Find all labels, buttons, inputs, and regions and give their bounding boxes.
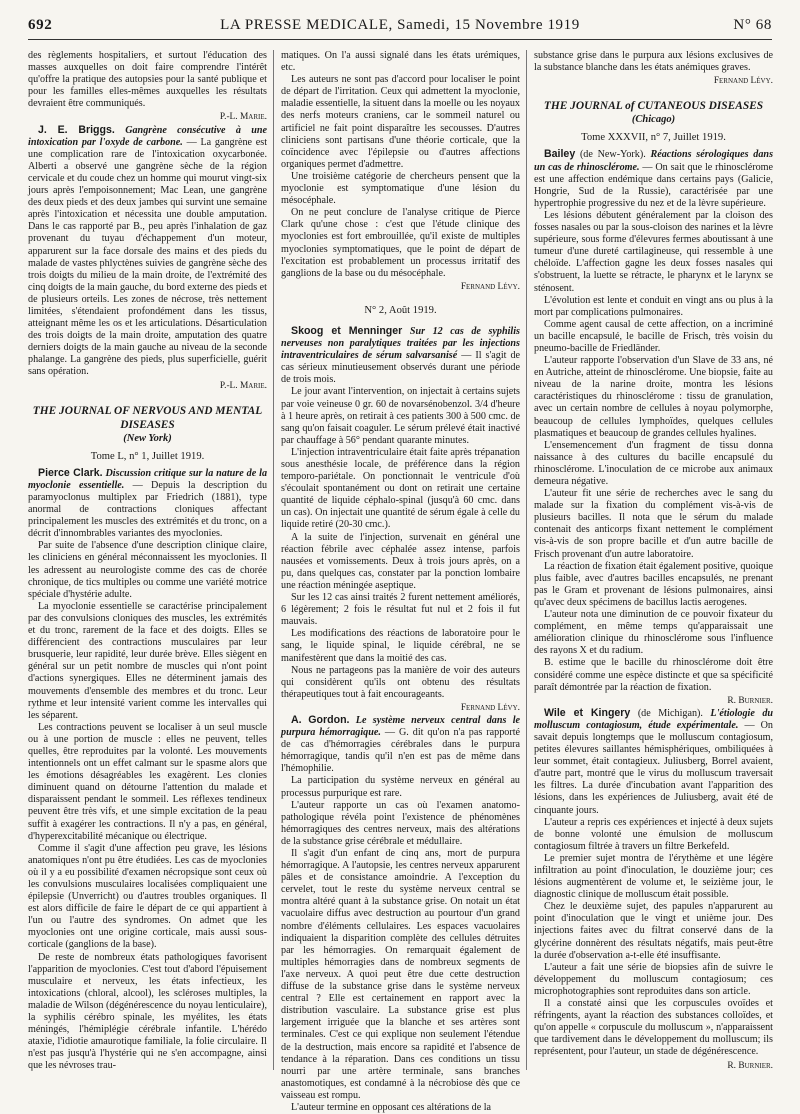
article-title: Sur 12 cas de syphilis nerveuses non paralytiques traitées par les injections intraventriculaires de sérum salvarsanisé [281, 325, 520, 362]
article-title: L'étiologie du molluscum contagiosum, étude expérimentale. [534, 707, 774, 731]
paragraph: L'évolution est lente et conduit en vingt ans ou plus à la mort par complications pulmonaires. [534, 294, 773, 318]
paragraph: La participation du système nerveux en général au processus purpurique est rare. [281, 775, 520, 799]
paragraph: — On sait que le rhinosclérome est une affection endémique dans certains pays (Galicie, Hongrie, Sud de la Russie), caractérisée par une hypertrophie progressive du nez et de la lèvre supérieure. [534, 161, 774, 209]
paragraph: L'auteur rapporte un cas où l'examen anatomo-pathologique révéla point l'existence de phénomènes hémorragiques des centres nerveux, mais des altérations de la substance grise cérébrale et médullaire. [281, 799, 520, 847]
abstract-skoog [281, 325, 520, 386]
paragraph: L'auteur termine en opposant ces altérations de la [291, 1101, 492, 1113]
paragraph: On ne peut conclure de l'analyse critique de Pierce Clark qu'une chose : c'est que l'étude clinique des myoclonies est fort embrouillée, qu'il existe de multiples myoclonies symptomatiques, que le point de départ de l'excitation est probablement un processus irritatif des ganglions de la base ou du mésocéphale. [281, 207, 520, 279]
paragraph: L'auteur rapporte l'observation d'un Slave de 33 ans, né en Autriche, atteint de rhinosclérome. Une biopsie, faite au niveau de la narine droite, montra les lésions caractéristiques du rhinosclérome : tissu de granulation, avec un certain nombre de cellules à noyau polymorphe, beaucoup de cellules lymphoïdes, quelques cellules plasmatiques et beaucoup de grandes cellules hyalines. [534, 355, 773, 439]
column-divider [273, 50, 274, 1070]
paragraph: Le jour avant l'intervention, on injectait à certains sujets par voie veineuse 0 gr. 60 de novarsénobenzol. 3/4 d'heure à 1 heure après, on retirait à ces patients 300 à 500 cmc. de sang qu'on faisait coaguler. Le sérum prélevé était inactivé par chauffage à 56° pendant quarante minutes. [281, 386, 520, 446]
author-location: (de Michigan). [637, 707, 703, 719]
paragraph: L'injection intraventriculaire était faite après trépanation sous anesthésie locale, de préférence dans la région temporo-pariétale. On ponctionnait le ventricule d'où s'écoulait spontanément ou dont on retirait une certaine quantité de liquide céphalo-spinal (jusqu'à 60 cmc. dans un cas). On injectait une quantité de sérum égale à celle du liquide retiré (20-30 cmc.). [281, 446, 520, 531]
column-2 [281, 50, 520, 1114]
author: Pierce Clark. [38, 466, 103, 479]
paragraph: — On savait depuis longtemps que le molluscum contagiosum, petites élevures saillantes hémisphériques, ombiliquées à leur sommet, était contagieux. Juliusberg, Borrel avaient, d'autre part, montré que le virus du molluscum traversait les filtres. La durée d'incubation avant l'apparition des lésions, dans les expériences de Juliusberg, avait été de cinquante jours. [534, 719, 773, 816]
journal-section-city: (New York) [123, 432, 172, 444]
journal-title: LA PRESSE MEDICALE, Samedi, 15 Novembre 1919 [220, 17, 580, 33]
paragraph: L'ensemencement d'un fragment de tissu donna naissance à des cultures du bacille encapsulé du rhinosclérome. L'inoculation de ce microbe aux animaux demeura négative. [534, 439, 773, 487]
abstract-bailey [534, 148, 773, 209]
abstract-briggs [28, 124, 267, 379]
volume-line: Tome L, n° 1, Juillet 1919. [90, 450, 205, 462]
paragraph: substance grise dans le purpura aux lésions exclusives de la substance blanche dans les états anémiques graves. [534, 50, 773, 74]
signature: R. Burnier. [727, 1060, 773, 1071]
abstract-wile-kingery [534, 707, 773, 817]
author: Skoog et Menninger [291, 324, 403, 337]
paragraph: Il s'agit d'un enfant de cinq ans, mort de purpura hémorragique. A l'autopsie, les centres nerveux apparurent pâles et de consistance amoindrie. A l'exception du cervelet, tout le reste du système nerveux central se montra altéré quant à la substance grise. On notait un état vacuolaire diffus avec destruction au pourtour d'un grand nombre d'éléments cellulaires. Les espaces vacuolaires indiquaient la disparition complète des cellules détruites par les hémorragies. On remarquait également de multiples hémorragies dans de nombreux segments de l'axe nerveux. A quoi peut être due cette destruction diffuse de la substance grise dans le système nerveux central ? Elle est certainement en rapport avec la distribution vasculaire. La substance grise est plus largement irriguée que la blanche et ses artères sont terminales. C'est ce qui explique non seulement l'étendue de la destruction, mais encore sa rapidité et l'absence de tendance à la réparation. Dans ces conditions un tissu nourri par une artère terminale, sans branches anastomotiques, est condamné à la nécrobiose dès que ce vaisseau est rompu. [281, 848, 520, 1101]
signature: P.-L. Marie. [219, 380, 267, 391]
paragraph: — La gangrène est une complication rare de l'intoxication oxycarbonée. Alberti a observé une gangrène sèche de la région cervicale et du coude chez un homme qui mourut vingt-six jours après l'empoisonnement; Mac Lean, une gangrène des deux pieds et des deux jambes qui survint une semaine après l'intoxication et nécessita une double amputation. Dans le cas rapporté par B., peu après l'inhalation de gaz provenant du tuyau d'échappement d'un moteur, apparurent sur la face dorsale des mains et des pieds du malade de vastes phlyctènes suivies de gangrène sèche des trois doigts du milieu de la main droite, de l'extrémité des cinq doigts de la main gauche, du bord externe des pieds et de plusieurs orteils. Les zones de nécrose, très nettement limitées, s'étendaient profondément dans les tissus, atteignant même les os et les articulations. Désarticulation des trois doigts de la main droite, amputation des quatre derniers doigts de la main gauche au niveau de la seconde phalange. La gangrène des pieds, plus superficielle, guérit sans opération. [28, 136, 268, 378]
issue-date: N° 2, Août 1919. [364, 304, 437, 316]
paragraph: Chez le deuxième sujet, des papules n'apparurent au point d'inoculation que le vingt et unième jour. Des injections faites avec du filtrat conservé dans de la glycérine donnèrent des résultats négatifs, mais peut-être la durée d'observation a-t-elle été insuffisante. [534, 901, 773, 961]
signature: Fernand Lévy. [460, 702, 520, 713]
paragraph: B. estime que le bacille du rhinosclérome doit être considéré comme une espèce distincte et que sa spécificité paraît démontrée par la réaction de fixation. [534, 657, 773, 693]
paragraph: Par suite de l'absence d'une description clinique claire, les cliniciens en général méconnaissent les myoclonies. Il les adressent au neurologiste comme des cas de chorée chronique, de tics multiples ou comme une variété motrice spéciale d'hystérie adulte. [28, 540, 267, 600]
article-title: Le système nerveux central dans le purpura hémorragique. [281, 714, 520, 739]
paragraph: Les modifications des réactions de laboratoire pour le sang, le liquide spinal, le liquide cérébral, ne se manifestèrent que dans la moitié des cas. [281, 628, 520, 664]
paragraph: Il a constaté ainsi que les corpuscules ovoïdes et réfringents, ayant la réaction des substances colloïdes, et qu'on appelle « corpuscule du molluscum », n'apparaissent que tardivement dans le développement du molluscum; ils représentent, pour l'auteur, un stade de dégénérescence. [534, 998, 773, 1058]
signature: Fernand Lévy. [713, 76, 773, 87]
author: Wile et Kingery [544, 706, 631, 719]
article-title: Discussion critique sur la nature de la myoclonie essentielle. [28, 467, 268, 491]
column-1 [28, 50, 267, 1073]
article-title: Réactions sérologiques dans un cas de rhinosclérome. [534, 149, 774, 173]
paragraph: — G. dit qu'on n'a pas rapporté de cas d'hémorragies cérébrales dans le purpura hémorragique, tandis qu'il n'en est pas de même dans l'hémophilie. [281, 727, 521, 775]
paragraph: Sur les 12 cas ainsi traités 2 furent nettement améliorés, 6 légèrement; 2 fois le résultat fut nul et 2 fois il fut mauvais. [281, 592, 520, 628]
paragraph: La réaction de fixation était également positive, quoique plus faible, avec d'autres bacilles encapsulés, ne prenant pas le Gram et provenant de lésions pulmonaires, ainsi qu'avec deux spécimens de bacillus lactis aerogenes. [534, 560, 773, 608]
paragraph: Une troisième catégorie de chercheurs pensent que la myoclonie est symptomatique d'une lésion du mésocéphale. [281, 170, 520, 207]
volume-line: Tome XXXVII, n° 7, Juillet 1919. [581, 132, 726, 144]
paragraph: — Il s'agit de cas sérieux minutieusement observés durant une période de trois mois. [281, 350, 521, 386]
article-title: Gangrène consécutive à une intoxication par l'oxyde de carbone. [28, 124, 268, 148]
paragraph: des règlements hospitaliers, et surtout l'éducation des masses auxquelles on doit faire comprendre l'intérêt qu'offre la pratique des autopsies pour la santé publique et pour les familles elles-mêmes auxquelles les résultats devraient être communiqués. [28, 50, 267, 110]
paragraph: Les contractions peuvent se localiser à un seul muscle ou à une portion de muscle : elles ne peuvent, telles quelles, être reproduites par la volonté. Les mouvements intentionnels ont un effet calmant sur le spasme alors que les émotions désagréables les exagèrent. Les clonies diminuent quand on détourne l'attention du malade et disparaissent pendant le sommeil. Les réflexes tendineux peuvent être très vifs, et une simple excitation de la peau suffit à exagérer les contractions. Il n'y a pas, en général, d'hyperexcitabilité mécanique ou électrique. [28, 721, 267, 842]
paragraph: L'auteur nota une diminution de ce pouvoir fixateur du complément, en même temps qu'apparaissait une amélioration clinique du rhinosclérome sous l'influence des rayons X et du radium. [534, 609, 773, 657]
paragraph: Comme agent causal de cette affection, on a incriminé un bacille encapsulé, le bacille de Frisch, très voisin du pneumo-bacille de Friedländer. [534, 318, 773, 354]
author: Bailey [544, 148, 576, 161]
author: A. Gordon. [291, 713, 350, 726]
journal-section-title: THE JOURNAL OF NERVOUS AND MENTAL DISEASES [32, 404, 263, 431]
abstract-clark [28, 467, 267, 541]
paragraph: Comme il s'agit d'une affection peu grave, les lésions anatomiques n'ont pu être étudiées. Les cas de myoclonies où il y a eu possibilité d'examen nécropsique sont ceux où les convulsions musculaires localisées compliquaient une épilepsie (Unverricht) ou d'autres troubles organiques. Il est alors difficile de faire le départ de ce qui appartient à l'un ou l'autre des syndromes. On admet que les myoclonies ont une origine corticale, mais aussi sous-corticale (ganglions de la base). [28, 842, 267, 951]
paragraph: L'auteur a repris ces expériences et injecté à deux sujets de bonne volonté une émulsion de molluscum contagiosum filtrée à travers un filtre Berkefeld. [534, 816, 773, 852]
paragraph: L'auteur a fait une série de biopsies afin de suivre le développement du molluscum contagiosum; ces microphotographies sont reproduites dans son article. [534, 961, 773, 997]
signature: R. Burnier. [727, 695, 773, 706]
column-divider [526, 50, 527, 1070]
paragraph: L'auteur fit une série de recherches avec le sang du malade sur la fixation du complément vis-à-vis de plusieurs bacilles. Il nota que le sérum du malade contenait des anticorps fixant nettement le complément vis-à-vis de son propre bacille et d'un autre bacille de Frisch provenant d'un autre laboratoire. [534, 488, 773, 560]
paragraph: A la suite de l'injection, survenait en général une réaction fébrile avec céphalée assez intense, parfois nausées et vomissements. Deux à trois jours après, on a pu, dans quelques cas, constater par la ponction lombaire une réaction méningée aseptique. [281, 531, 520, 591]
paragraph: Les lésions débutent généralement par la cloison des fosses nasales ou par la sous-cloison des narines et la lèvre supérieure, sous forme d'élevures fermes aboutissant à une tumeur d'une dureté cartilagineuse, qui ressemble à une chéloïde. L'affection gagne les deux fosses nasales qui s'obstruent, la luette se rétracte, le pharynx et le larynx se sténosent. [534, 209, 773, 294]
page-header [28, 17, 772, 40]
journal-section-title: THE JOURNAL of CUTANEOUS DISEASES [543, 100, 764, 113]
column-3 [534, 50, 773, 1072]
author: J. E. Briggs. [38, 123, 115, 136]
signature: Fernand Lévy. [460, 281, 520, 292]
page-number: 692 [28, 17, 53, 33]
issue-number: N° 68 [733, 17, 772, 33]
paragraph: Nous ne partageons pas la manière de voir des auteurs qui considèrent qu'ils ont obtenu des résultats thérapeutiques tout à fait encourageants. [281, 664, 520, 700]
paragraph: De reste de nombreux états pathologiques favorisent l'apparition de myoclonies. C'est tout d'abord l'épuisement musculaire et nerveux, les états infectieux, les intoxications (chloral, alcool), les scléroses multiples, la maladie de Wilson (dégénérescence du noyau lenticulaire), la syphilis cérébro spinale, les myélites, les états méningés, l'hémiplégie cérébrale infantile. L'hérédo ataxie, l'idiotie amaurotique familiale, la folie circulaire. Il n'est pas jusqu'à l'hystérie qui ne s'en accompagne, ainsi que les névroses trau- [28, 951, 267, 1072]
paragraph: — Depuis la description du paramyoclonus multiplex par Friedrich (1881), type anormal de contractions cloniques affectant principalement les muscles des extrémités et du tronc, on a décrit d'innombrables variantes des myoclonies. [28, 479, 268, 540]
paragraph: matiques. On l'a aussi signalé dans les états urémiques, etc. [281, 50, 520, 74]
author-location: (de New-York). [579, 149, 646, 161]
paragraph: Le premier sujet montra de l'érythème et une légère infiltration au point d'inoculation, le douzième jour; ces lésions augmentèrent de volume et, le seizième jour, le diagnostic clinique de molluscum était possible. [534, 852, 773, 901]
paragraph: Les auteurs ne sont pas d'accord pour localiser le point de départ de l'irritation. Ceux qui admettent la myoclonie, maladie essentielle, la situent dans la moelle ou les noyaux des nerfs moteurs craniens, car le sommeil naturel ou artificiel ne fait point disparaître les secousses. D'autres cliniciens sont partisans d'une théorie corticale, que la coïncidence avec l'épilepsie ou d'autres affections organiques permet d'admettre. [281, 74, 520, 170]
signature: P.-L. Marie. [219, 112, 267, 123]
journal-section-city: (Chicago) [631, 114, 676, 126]
paragraph: La myoclonie essentielle se caractérise principalement par des convulsions cloniques des muscles, les extrémités et du tronc, rarement de la face et des doigts. Elles se différencient des contractions musculaires par leur brusquerie, leur rapidité, leur durée brève. Elles siègent en général sur un petit nombre de muscles qui n'ont point d'actions synergiques. Elles ne déterminent jamais des mouvements d'ensemble des membres et du tronc. Leur rythme et leur intensité varient comme les intervalles qui les séparent. [28, 600, 267, 721]
abstract-gordon [281, 714, 520, 775]
